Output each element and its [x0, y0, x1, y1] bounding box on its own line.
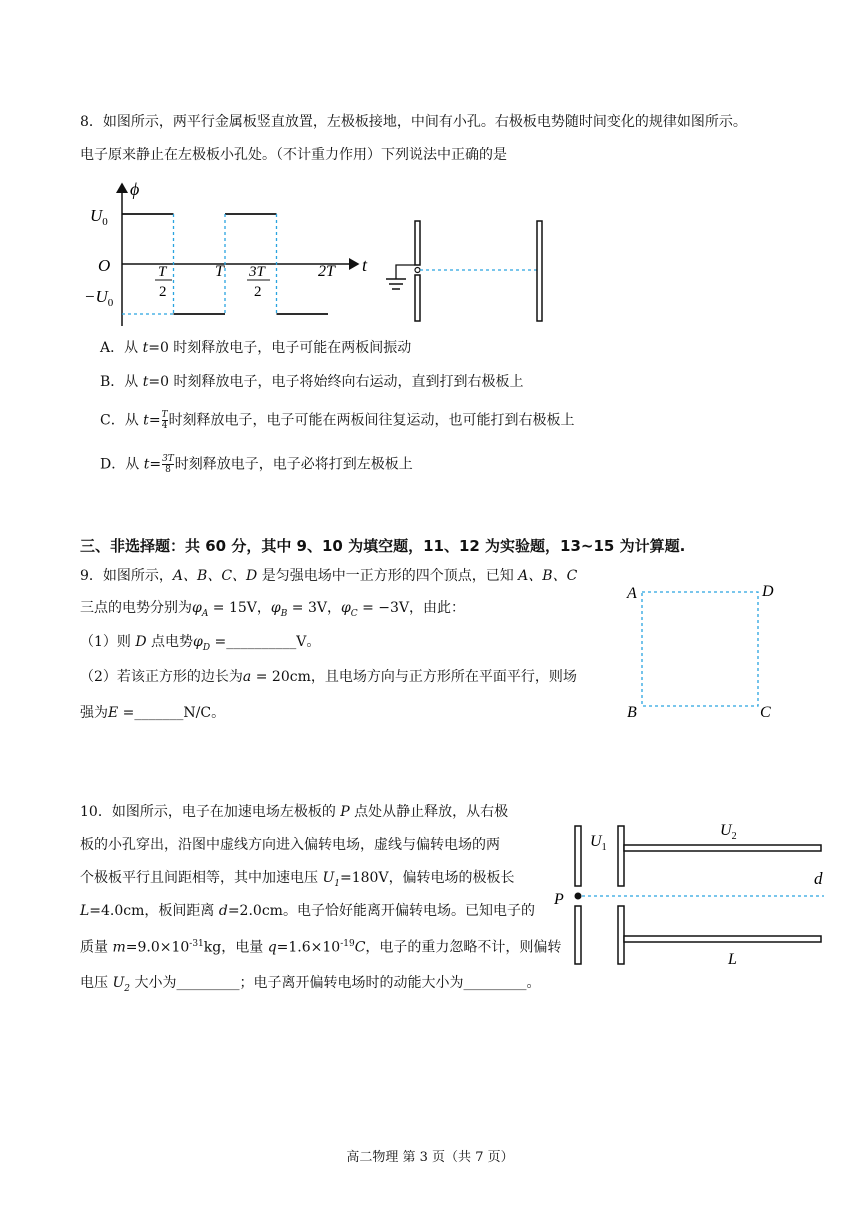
- point-p: [575, 893, 582, 900]
- u1-label: $U_1$: [590, 833, 607, 853]
- page-footer: 高二物理 第 3 页（共 7 页）: [346, 1150, 514, 1165]
- accel-right-plate-bottom: [618, 906, 624, 964]
- option-b[interactable]: B．从 t=0 时刻释放电子，电子将始终向右运动，直到打到右极板上: [100, 374, 524, 390]
- accel-left-plate-bottom: [575, 906, 581, 964]
- q9-part2-cont: 强为E =_______N/C。: [80, 705, 226, 721]
- q10-line4: L=4.0cm，板间距离 d=2.0cm。电子恰好能离开偏转电场。已知电子的: [80, 903, 535, 919]
- accelerator-deflector-figure: [548, 818, 834, 970]
- q10-blank-1[interactable]: _________: [176, 975, 240, 991]
- vertex-a: A: [627, 585, 637, 602]
- q10-line1: 10．如图所示，电子在加速电场左极板的 P 点处从静止释放，从右极: [80, 804, 509, 820]
- dashed-square: [642, 592, 758, 706]
- q8-stem-line1: 8．如图所示，两平行金属板竖直放置，左极板接地，中间有小孔。右极板电势随时间变化的规律如图所示。: [80, 114, 747, 130]
- option-d[interactable]: D．从 t= $\frac{3T}{8}$ 时刻释放电子，电子必将打到左极板上: [100, 454, 413, 475]
- t-label: t: [362, 255, 368, 275]
- q10-line2: 板的小孔穿出，沿图中虚线方向进入偏转电场，虚线与偏转电场的两: [80, 837, 500, 853]
- ground-wire: [396, 265, 415, 279]
- q10-line3: 个极板平行且间距相等，其中加速电压 $U_1=180V$，偏转电场的极板长: [80, 870, 515, 889]
- square-abcd-figure: [620, 576, 790, 722]
- phi-label: ϕ: [130, 179, 140, 199]
- parallel-plates-figure: [380, 215, 550, 327]
- l-label: L: [728, 951, 737, 968]
- accel-right-plate-top: [618, 826, 624, 886]
- left-plate-bottom: [415, 275, 420, 321]
- u0-label: $U_0$: [90, 206, 108, 228]
- section-heading: 三、非选择题：共 60 分，其中 9、10 为填空题，11、12 为实验题，13~15 为计算题.: [80, 537, 686, 555]
- q9-line1: 9．如图所示，A、B、C、D 是匀强电场中一正方形的四个顶点，已知 A、B、C: [80, 568, 578, 584]
- svg-text:2: 2: [159, 284, 167, 300]
- fraction-T-4: $\frac{T}{4}$: [161, 410, 168, 431]
- q9-part2: （2）若该正方形的边长为a = 20cm，且电场方向与正方形所在平面平行，则场: [80, 669, 577, 685]
- q10-line5: 质量 $m=9.0\times 10^{-31}kg$，电量 $q=1.6\times 10^{-19}C$，电子的重力忽略不计，则偏转: [80, 939, 562, 956]
- q9-blank-1[interactable]: __________: [226, 634, 297, 650]
- q9-part1: （1）则 D 点电势$\varphi_D$ =__________V。: [80, 634, 321, 653]
- left-plate-top: [415, 221, 420, 265]
- q10-blank-2[interactable]: _________: [463, 975, 527, 991]
- deflect-bottom-plate: [624, 936, 821, 942]
- origin-label: O: [98, 256, 111, 275]
- option-a[interactable]: A．从 t=0 时刻释放电子，电子可能在两板间振动: [100, 340, 412, 356]
- potential-time-graph: [80, 178, 380, 328]
- vertex-c: C: [760, 704, 771, 721]
- fraction-3T-8: $\frac{3T}{8}$: [162, 454, 174, 475]
- q10-line6: 电压 $U_2$ 大小为_________；电子离开偏转电场时的动能大小为_________。: [80, 975, 541, 994]
- q9-line2: 三点的电势分别为$\varphi_A = 15V$，$\varphi_B = 3V$，$\varphi_C = -3V$，由此：: [80, 600, 466, 619]
- neg-u0-label: $-U_0$: [84, 287, 114, 309]
- vertex-b: B: [627, 704, 637, 721]
- tick-label-half-T: T: [158, 264, 167, 280]
- svg-text:2: 2: [254, 284, 262, 300]
- small-hole: [415, 268, 420, 273]
- tick-label-2T: 2T: [318, 263, 335, 280]
- accel-left-plate-top: [575, 826, 581, 886]
- p-label: P: [554, 891, 564, 908]
- u2-label: $U_2$: [720, 822, 737, 842]
- d-label: d: [814, 869, 823, 888]
- right-plate: [537, 221, 542, 321]
- deflect-top-plate: [624, 845, 821, 851]
- option-c[interactable]: C．从 t= $\frac{T}{4}$ 时刻释放电子，电子可能在两板间往复运动，也可能打到右极板上: [100, 410, 575, 431]
- tick-label-3T-half: 3T: [249, 264, 265, 280]
- q9-blank-2[interactable]: _______: [134, 705, 184, 721]
- vertex-d: D: [762, 583, 774, 600]
- q8-stem-line2: 电子原来静止在左极板小孔处。（不计重力作用）下列说法中正确的是: [80, 147, 507, 163]
- tick-label-T: T: [215, 263, 224, 280]
